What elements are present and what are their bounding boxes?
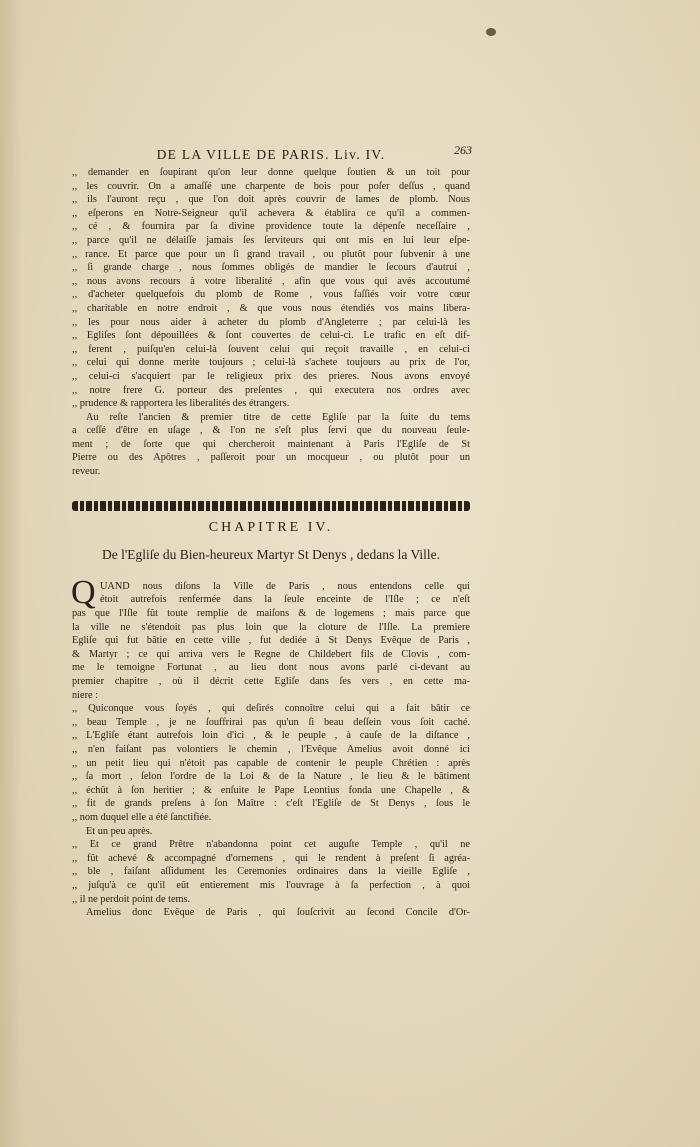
text-line: ,, L'Egliſe étant autrefois loin d'ici , & le peuple , à cauſe de la diſtance , xyxy=(72,730,470,742)
text-line: niere : xyxy=(72,689,99,701)
text-line: ,, ſi grande charge , nous ſommes obligés de mandier le ſecours d'autrui , xyxy=(72,262,470,274)
text-line: ,, Egliſes ſont dépouillées & ſont couvertes de celui-ci. Le trafic en eſt dif- xyxy=(72,330,470,342)
text-line: ,, beau Temple , je ne ſouffrirai pas qu'un ſi beau deſſein vous ſoit caché. xyxy=(72,716,470,728)
text-line: Egliſe qui fut bâtie en cette ville , fut dediée à St Denys Evêque de Paris , xyxy=(72,635,470,647)
text-line: me le temoigne Fortunat , au lieu dont nous avons parlé ci-devant au xyxy=(72,662,470,674)
opening-paragraph-lines xyxy=(71,573,470,702)
text-line: ,, notre frere G. porteur des preſentes , qui executera nos ordres avec xyxy=(72,384,470,396)
text-line: ,, les pour nous aider à acheter du plomb d'Angleterre ; par celui-là les xyxy=(72,316,470,328)
page-number: 263 xyxy=(454,143,472,157)
text-line: ,, nous avons recours à votre liberalité , afin que vous qui avés accoutumé xyxy=(72,275,470,287)
text-line: premier chapitre , où il décrit cette Egliſe dans ſes vers , en cette ma- xyxy=(72,676,470,687)
text-line: ment ; de ſorte que qui chercheroit maintenant à Paris l'Egliſe de St xyxy=(72,438,470,450)
final-line: Amelius donc Evêque de Paris , qui ſouſcrivit au ſecond Concile d'Or- xyxy=(86,907,470,919)
text-line: ,, fût achevé & accompagné d'ornemens , qui le rendent à preſent ſi agréa- xyxy=(72,852,470,864)
quotation-fortunat-continued xyxy=(72,838,470,906)
text-line: ,, n'en faiſant pas volontiers le chemin , l'Evêque Amelius avoit donné ici xyxy=(72,743,470,755)
text-line: ,, nom duquel elle a été ſanctifiée. xyxy=(72,811,212,823)
text-line: ,, ferent , puiſqu'en celui-là ſouvent celui qui reçoit travaille , en celui-ci xyxy=(72,343,470,355)
text-line: UAND nous diſons la Ville de Paris , nous entendons celle qui xyxy=(100,580,470,592)
text-line: ,, les couvrir. On a amaſſé une charpente de bois pour poſer deſſus , quand xyxy=(72,180,470,192)
text-line: ,, prudence & rapportera les liberalités des étrangers. xyxy=(72,398,290,410)
interjection: Et un peu après. xyxy=(86,825,153,837)
text-line: ,, fit de grands preſens à ſon Maître : c'eſt l'Egliſe de St Denys , ſous le xyxy=(72,798,470,810)
running-title: DE LA VILLE DE PARIS. Liv. IV. xyxy=(156,147,386,162)
text-line: a ceſſé d'être en uſage , & l'on ne s'eſt plus ſervi que du nouveau ſeule- xyxy=(72,425,470,437)
text-line: ,, ſa mort , ſelon l'ordre de la Loi & de la Nature , le lieu & le bâtiment xyxy=(72,771,470,783)
text-line: ,, juſqu'à ce qu'il eût entierement mis l'ouvrage à ſa perfection , à quoi xyxy=(72,879,470,891)
text-line: pas que l'Iſle fût toute remplie de maiſons & de logemens ; mais parce que xyxy=(72,608,470,620)
text-line: ,, un petit lieu qui n'étoit pas capable de contenir le peuple Chrétien : après xyxy=(72,757,470,769)
text-line: ,, charitable en notre endroit , & que vous nous étendiés vos mains libera- xyxy=(72,302,470,314)
text-line: ,, rance. Et parce que pour un ſi grand travail , ou plutôt pour ſubvenir à une xyxy=(72,248,470,260)
text-line: reveur. xyxy=(72,466,101,478)
text-block xyxy=(71,143,472,920)
ink-spot xyxy=(486,28,496,36)
chapter-subtitle: De l'Egliſe du Bien-heureux Martyr St Denys , dedans la Ville. xyxy=(101,547,441,563)
text-line: ,, cé , & fournira par ſa divine providence toute la dépenſe neceſſaire , xyxy=(72,221,470,233)
text-line: & Martyr ; ce qui arriva vers le Regne de Childebert fils de Clovis , com- xyxy=(72,648,470,660)
text-line: ,, échût à ſon heritier ; & enſuite le Pape Leontius fonda une Chapelle , & xyxy=(72,784,470,796)
text-line: ,, eſperons en Notre-Seigneur qu'il achevera & établira ce qu'il a commen- xyxy=(72,207,470,219)
text-line: Pierre ou des Apôtres , paſſeroit pour un mocqueur , ou plutôt pour un xyxy=(72,452,470,464)
text-line: Au reſte l'ancien & premier titre de cette Egliſe par la ſuite du tems xyxy=(86,411,470,423)
ornamental-divider xyxy=(72,501,470,511)
page-fold-shadow xyxy=(0,0,22,1147)
text-line: la ville ne s'étendoit pas plus loin que la cloture de l'Iſle. La premiere xyxy=(72,621,470,633)
text-line: ,, parce qu'il ne délaiſſe jamais ſes ſerviteurs qui ont mis en lui leur eſpe- xyxy=(72,234,470,246)
text-line: ,, celui qui donne merite toujours ; celui-là s'achete toujours au prix de l'or, xyxy=(72,357,470,369)
text-line: étoit autrefois renfermée dans la ſeule enceinte de l'Iſle ; ce n'eſt xyxy=(100,594,470,606)
drop-cap: Q xyxy=(71,573,96,611)
text-line: ,, Quiconque vous ſoyés , qui deſirés connoître celui qui a fait bâtir ce xyxy=(72,703,470,715)
quotation-fortunat xyxy=(72,702,470,824)
opening-paragraph xyxy=(71,573,470,702)
text-line: ,, celui-ci s'acquiert par le religieux prix des prieres. Nous avons envoyé xyxy=(72,370,470,382)
text-line: ,, il ne perdoit point de tems. xyxy=(72,893,191,905)
chapter-title: CHAPITRE IV. xyxy=(208,519,334,535)
quotation-letter xyxy=(72,166,470,411)
text-line: ,, Et ce grand Prêtre n'abandonna point cet auguſte Temple , qu'il ne xyxy=(72,839,470,851)
paragraph-title-history xyxy=(72,411,470,479)
text-line: ,, demander en ſoupirant qu'on leur donne quelque ſoutien & un toit pour xyxy=(72,167,470,178)
text-line: ,, d'acheter quelquefois du plomb de Rome , vous faſſiés voir votre cœur xyxy=(72,289,470,301)
running-header xyxy=(72,143,472,164)
text-line: ,, ble , faiſant aſſidument les Ceremonies ordinaires dans la vieille Egliſe , xyxy=(72,866,470,878)
text-line: ,, ils l'auront reçu , que l'on doit après couvrir de lames de plomb. Nous xyxy=(72,194,470,206)
